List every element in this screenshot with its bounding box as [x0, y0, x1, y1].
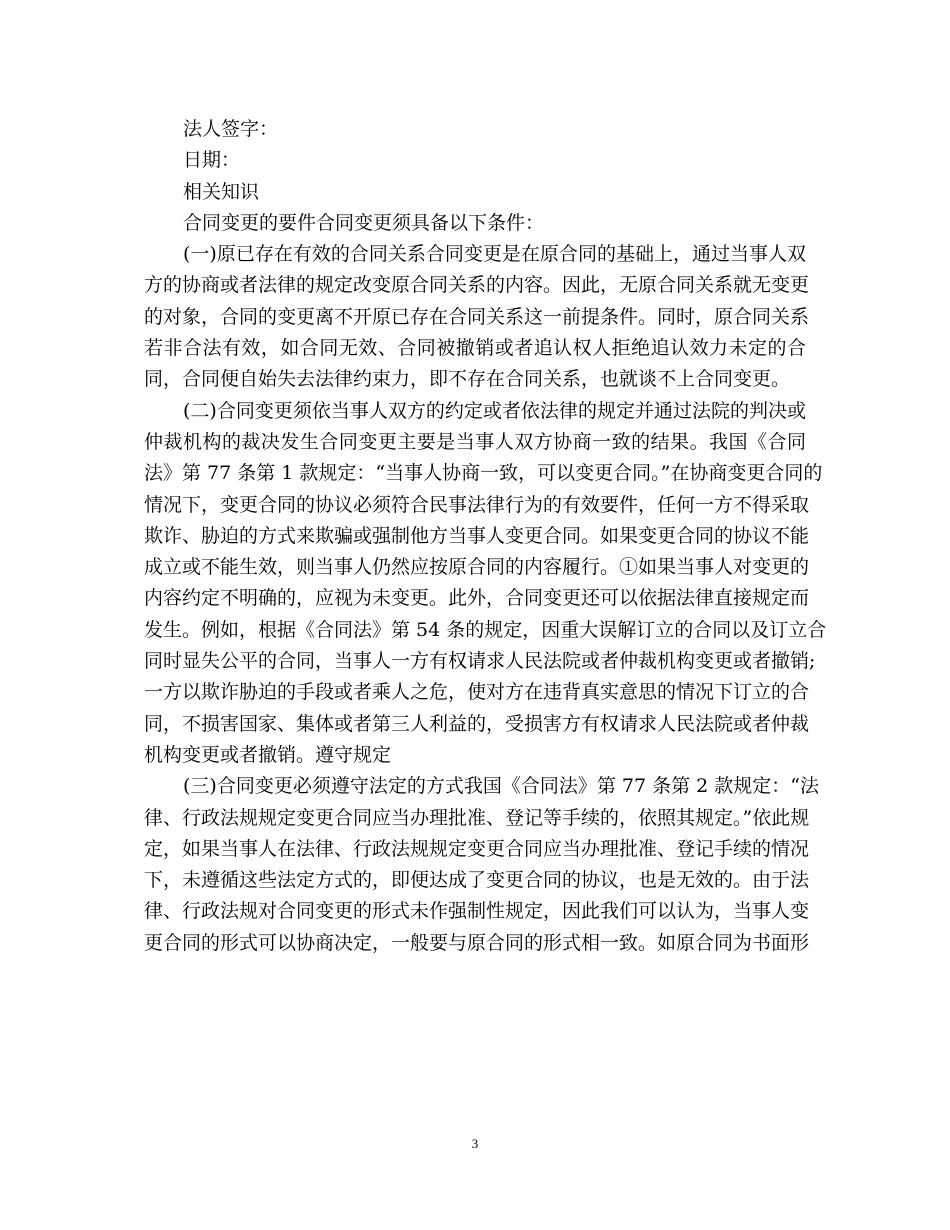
text-line: 下，未遵循这些法定方式的，即便达成了变更合同的协议，也是无效的。由于法	[144, 869, 810, 892]
text-line: 律、行政法规对合同变更的形式未作强制性规定，因此我们可以认为，当事人变	[144, 900, 810, 923]
page-number: 3	[471, 1136, 479, 1151]
text-line: (三)合同变更必须遵守法定的方式我国《合同法》第 77 条第 2 款规定：“法	[183, 775, 819, 798]
text-line: 更合同的形式可以协商决定，一般要与原合同的形式相一致。如原合同为书面形	[144, 931, 810, 954]
text-line: 仲裁机构的裁决发生合同变更主要是当事人双方协商一致的结果。我国《合同	[144, 430, 806, 453]
text-line: 同，合同便自始失去法律约束力，即不存在合同关系，也就谈不上合同变更。	[144, 368, 791, 391]
text-line: 的对象，合同的变更离不开原已存在合同关系这一前提条件。同时，原合同关系	[144, 305, 810, 328]
text-line: 合同变更的要件合同变更须具备以下条件：	[183, 211, 545, 234]
text-line: 日期：	[183, 149, 241, 172]
text-line: 定，如果当事人在法律、行政法规规定变更合同应当办理批准、登记手续的情况	[144, 837, 810, 860]
text-line: 内容约定不明确的，应视为未变更。此外，合同变更还可以依据法律直接规定而	[144, 587, 810, 610]
text-line: 法人签字：	[183, 118, 279, 140]
text-line: 一方以欺诈胁迫的手段或者乘人之危，使对方在违背真实意思的情况下订立的合	[144, 681, 810, 704]
text-line: 同，不损害国家、集体或者第三人利益的，受损害方有权请求人民法院或者仲裁	[144, 712, 810, 735]
document-body	[144, 114, 827, 959]
text-line: 发生。例如，根据《合同法》第 54 条的规定，因重大误解订立的合同以及订立合	[144, 618, 827, 641]
text-line: 成立或不能生效，则当事人仍然应按原合同的内容履行。①如果当事人对变更的	[144, 556, 810, 579]
text-line: 若非合法有效，如合同无效、合同被撤销或者追认权人拒绝追认效力未定的合	[144, 337, 806, 360]
text-line: (一)原已存在有效的合同关系合同变更是在原合同的基础上，通过当事人双	[183, 243, 806, 266]
text-line: 机构变更或者撤销。遵守规定	[144, 743, 392, 766]
text-line: 法》第 77 条第 1 款规定：“当事人协商一致，可以变更合同。”在协商变更合同的	[144, 462, 823, 485]
text-line: 方的协商或者法律的规定改变原合同关系的内容。因此，无原合同关系就无变更	[144, 274, 810, 297]
text-line: (二)合同变更须依当事人双方的约定或者依法律的规定并通过法院的判决或	[183, 399, 806, 422]
text-line: 情况下，变更合同的协议必须符合民事法律行为的有效要件，任何一方不得采取	[144, 493, 810, 516]
text-line: 欺诈、胁迫的方式来欺骗或强制他方当事人变更合同。如果变更合同的协议不能	[144, 524, 810, 547]
text-line: 相关知识	[183, 180, 260, 203]
text-line: 同时显失公平的合同，当事人一方有权请求人民法院或者仲裁机构变更或者撤销;	[144, 650, 816, 673]
text-line: 律、行政法规规定变更合同应当办理批准、登记等手续的，依照其规定。”依此规	[144, 806, 810, 829]
